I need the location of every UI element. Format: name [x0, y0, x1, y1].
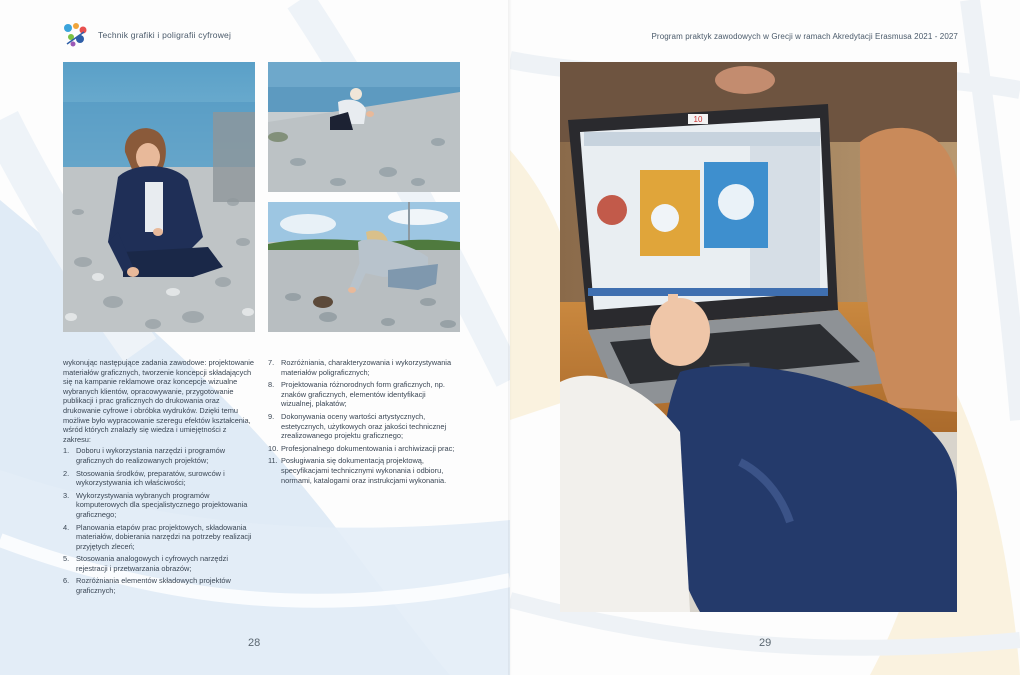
right-page: [510, 0, 1020, 675]
left-header-title: Technik grafiki i poligrafii cyfrowej: [98, 30, 232, 40]
list-item: 11. Posługiwania się dokumentacją projektową, specyfikacjami technicznymi wykonania i odbioru, normami, katalogami oraz instrukcjami wykonania.: [268, 456, 447, 485]
list-item: 8. Projektowania różnorodnych form graficznych, np. znaków graficznych, elementów identyfikacji wizualnej, plakatów;: [268, 380, 445, 409]
list-item: 6. Rozróżniania elementów składowych projektów graficznych;: [63, 576, 231, 596]
photo-student-at-laptop: [560, 62, 957, 612]
list-item: 7. Rozróżniania, charakteryzowania i wykorzystywania materiałów poligraficznych;: [268, 358, 452, 377]
page-number: 29: [759, 637, 772, 649]
list-item: 3. Wykorzystywania wybranych programów komputerowych dla specjalistycznego projektowania graficznego;: [63, 490, 248, 519]
body-text-column-1: [63, 358, 255, 599]
left-header: [62, 22, 231, 48]
spread-gutter: [508, 0, 512, 675]
photo-woman-on-beach: [63, 62, 255, 332]
list-item: 4. Planowania etapów prac projektowych, składowania materiałów, dobierania narzędzi na potrzeby realizacji przyjętych zleceń;: [63, 522, 252, 551]
right-header-title: Program praktyk zawodowych w Grecji w ramach Akredytacji Erasmusa 2021 - 2027: [651, 32, 958, 41]
intro-paragraph: wykonując następujące zadania zawodowe: projektowanie materiałów graficznych, tworzenie koncepcji składających się na kampanie reklamowe oraz koncepcje wizualne wybranych klientów, opracowywanie, przygotowanie publikacji i prac graficznych do drukowania oraz drukowanie cyfrowe i obróbka wydruków. Dzięki temu możliwe było wypracowanie szeregu efektów kształcenia, wśród których znalazły się wiedza i umiejętności z zakresu:: [63, 358, 255, 444]
monitor-number-tag: 10: [693, 115, 703, 124]
list-item: 1. Doboru i wykorzystania narzędzi i programów graficznych do realizowanych projektów;: [63, 446, 226, 465]
list-item: 5. Stosowania analogowych i cyfrowych narzędzi rejestracji i przetwarzania obrazów;: [63, 554, 228, 573]
page-number: 28: [248, 637, 261, 649]
skills-list-part-2: [268, 358, 460, 485]
photo-woman-collecting-stones: [268, 202, 460, 332]
list-item: 2. Stosowania środków, preparatów, surowców i wykorzystywania ich właściwości;: [63, 468, 225, 488]
school-logo-icon: [62, 22, 90, 48]
skills-list-part-1: [63, 446, 255, 595]
list-item: 9. Dokonywania oceny wartości artystycznych, estetycznych, użytkowych oraz jakości technicznej zrealizowanego projektu graficznego;: [268, 411, 447, 441]
body-text-column-2: [268, 358, 460, 488]
list-item: 10. Profesjonalnego dokumentowania i archiwizacji prac;: [268, 443, 455, 453]
photo-woman-crouching-by-sea: [268, 62, 460, 192]
